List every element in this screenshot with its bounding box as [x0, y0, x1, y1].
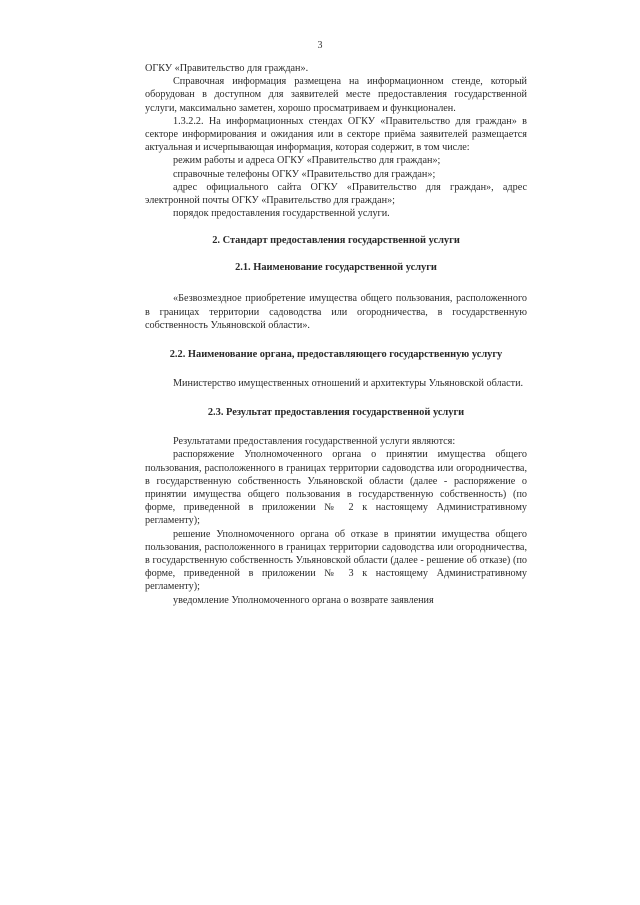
- intro-paragraph-2: Справочная информация размещена на информационном стенде, который оборудован в доступном для заявителей месте предоставления государственной услуги, максимально заметен, хорошо просматриваем и функционален.: [145, 76, 527, 114]
- section-2-title: 2. Стандарт предоставления государственной услуги: [212, 235, 460, 247]
- intro-list-item-3: адрес официального сайта ОГКУ «Правительство для граждан», адрес электронной почты ОГКУ «Правительство для граждан»;: [145, 181, 527, 207]
- spacer: [145, 390, 527, 406]
- section-2-3-title: 2.3. Результат предоставления государственной услуги: [207, 407, 465, 419]
- section-2-3-paragraph-1: Результатами предоставления государственной услуги являются:: [173, 436, 456, 448]
- section-2-2-title: 2.2. Наименование органа, предоставляющего государственную услугу: [169, 349, 503, 361]
- section-2-3-paragraph-4: уведомление Уполномоченного органа о возврате заявления: [173, 594, 434, 606]
- section-2-2-text: Министерство имущественных отношений и архитектуры Ульяновской области.: [173, 378, 524, 390]
- intro-list-item-1: режим работы и адреса ОГКУ «Правительство для граждан»;: [173, 155, 441, 167]
- intro-paragraph-3: 1.3.2.2. На информационных стендах ОГКУ «Правительство для граждан» в секторе информирования и ожидания или в секторе приёма заявителей размещается актуальная и исчерпывающая информация, которая содержит, в том числе:: [145, 115, 527, 154]
- section-2-3-paragraph-2: распоряжение Уполномоченного органа о принятии имущества общего пользования, расположенного в границах территории садоводства или огородничества, в государственную собственность Ульяновской области (далее - распоряжение о принятии имущества общего пользования в государственную собственность) (по форме, приведенной в приложении № 2 к настоящему Административному регламенту);: [145, 449, 527, 527]
- spacer: [145, 332, 527, 348]
- intro-line-1: ОГКУ «Правительство для граждан».: [145, 63, 309, 74]
- section-2-1-title: 2.1. Наименование государственной услуги: [235, 262, 437, 274]
- document-body: [145, 62, 527, 607]
- section-2-1-text: «Безвозмездное приобретение имущества общего пользования, расположенного в границах территории садоводства или огородничества, в государственную собственность Ульяновской области».: [145, 293, 527, 331]
- section-2-3-paragraph-3: решение Уполномоченного органа об отказе в принятии имущества общего пользования, расположенного в границах территории садоводства или огородничества, в государственную собственность Ульяновской области (далее - решение об отказе) (по форме, приведенной в приложении № 3 к настоящему Административному регламенту);: [145, 528, 527, 593]
- intro-list-item-4: порядок предоставления государственной услуги.: [173, 208, 390, 220]
- page-number: 3: [317, 40, 323, 51]
- intro-list-item-2: справочные телефоны ОГКУ «Правительство для граждан»;: [173, 168, 436, 180]
